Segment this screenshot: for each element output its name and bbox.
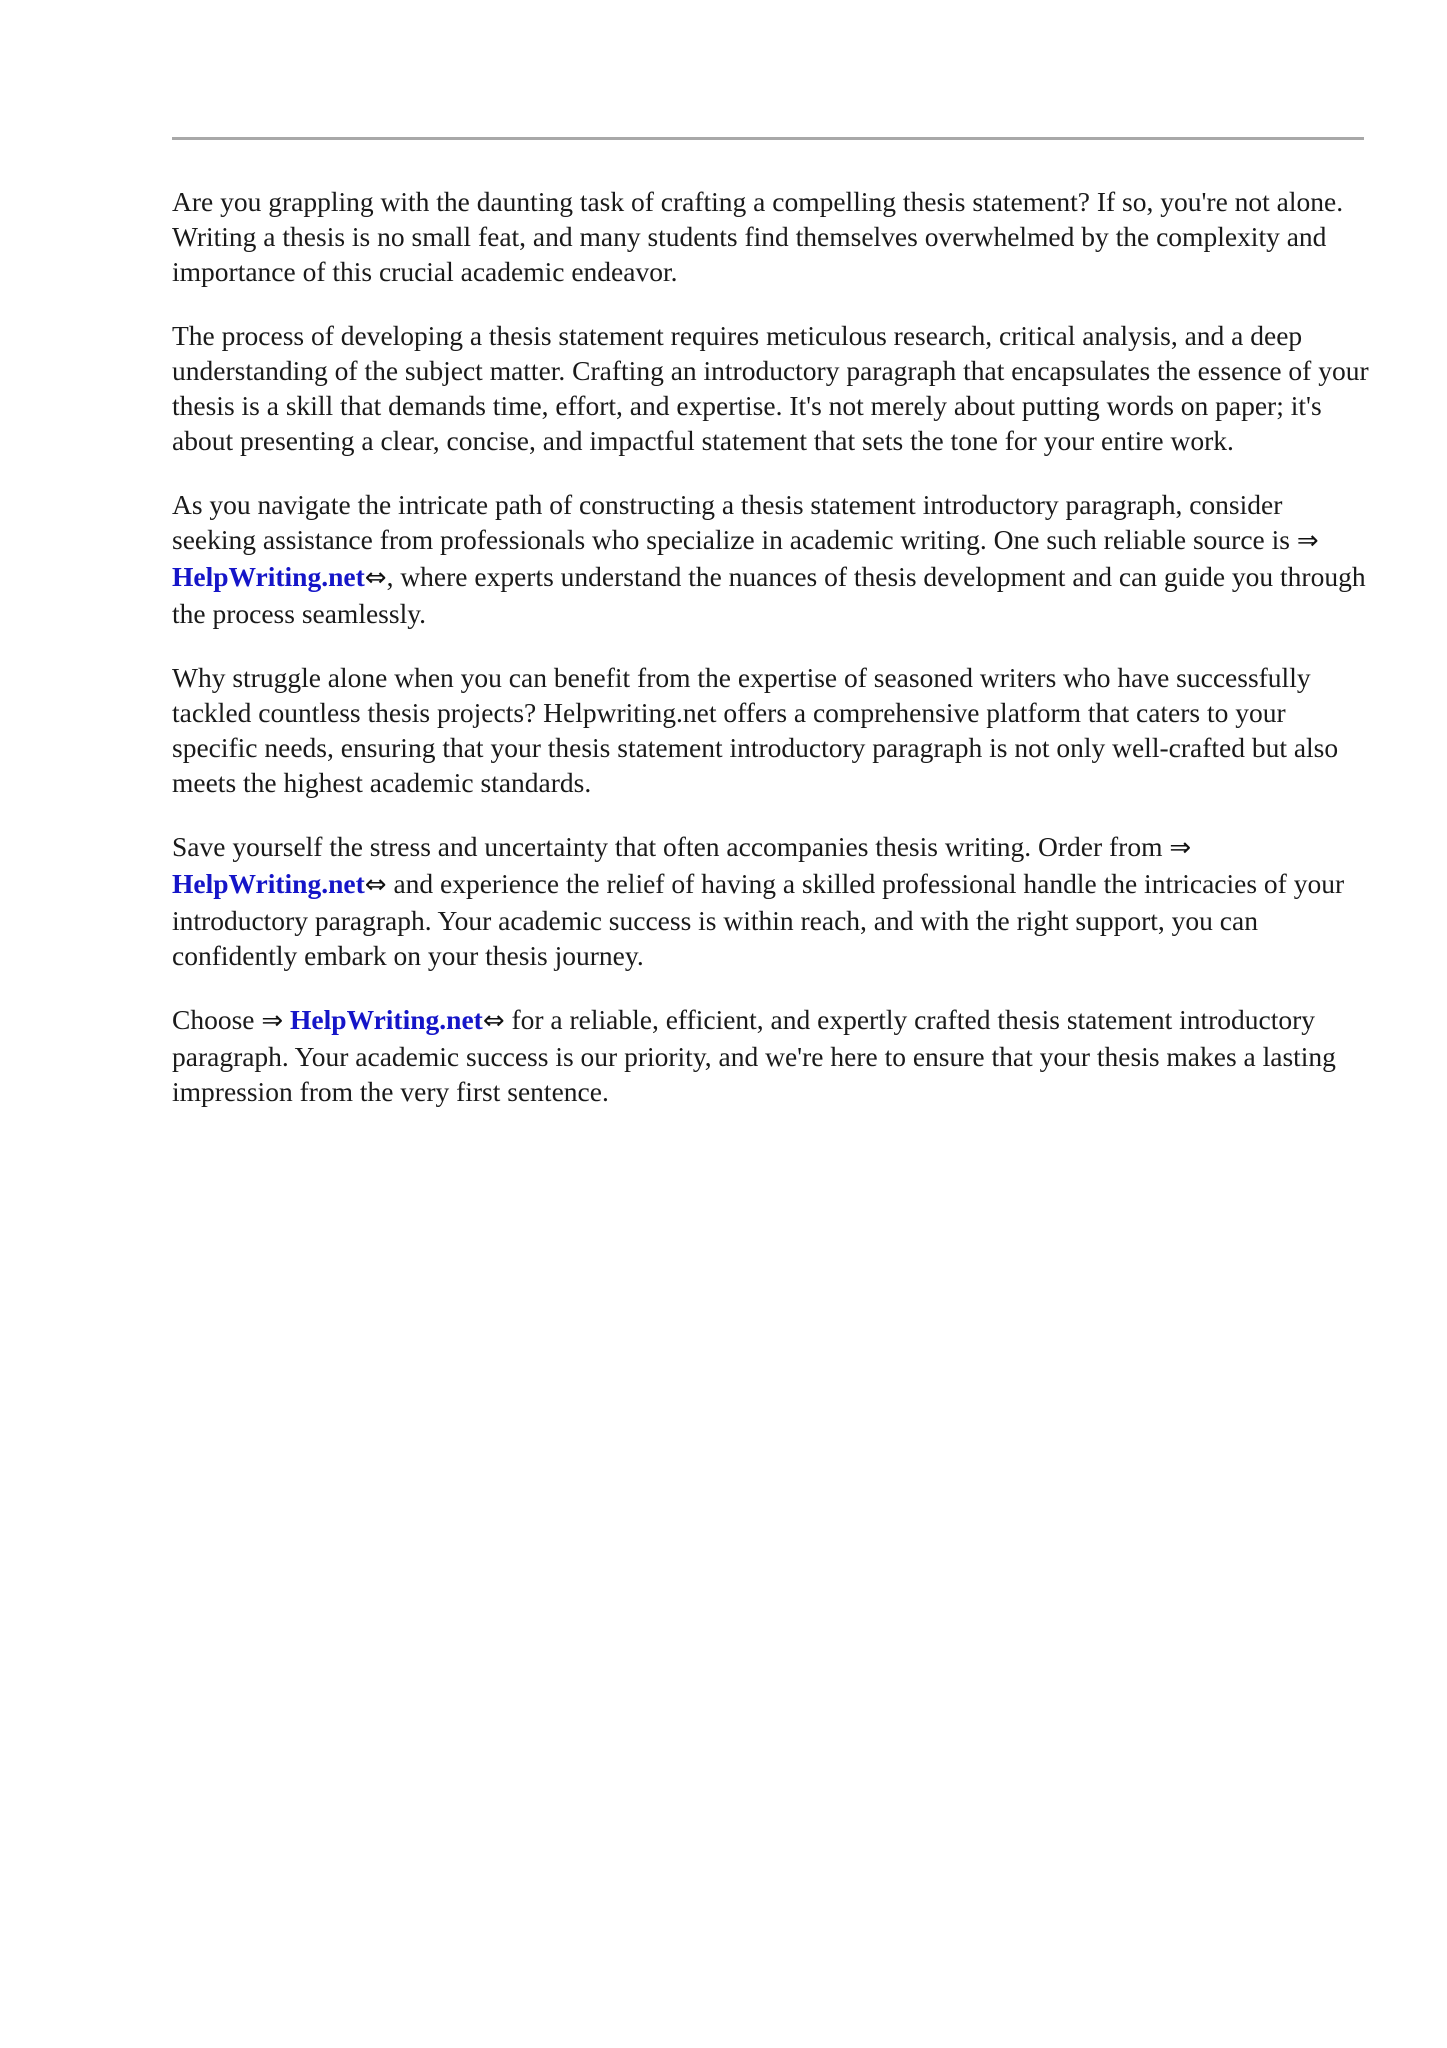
right-double-arrow-icon: ⇒ — [1296, 526, 1319, 556]
paragraph-intro — [172, 184, 1372, 289]
left-right-double-arrow-icon: ⇔ — [364, 563, 387, 593]
right-double-arrow-icon: ⇒ — [261, 1006, 284, 1036]
paragraph-text: and experience the relief of having a skilled professional handle the intricacies of your introductory paragraph. Your academic success is within reach, and with the right support, you can confidently embark on your thesis journey. — [172, 868, 1345, 971]
left-right-double-arrow-icon: ⇔ — [482, 1006, 505, 1036]
paragraph-text: , where experts understand the nuances of thesis development and can guide you through the process seamlessly. — [172, 561, 1366, 629]
helpwriting-link[interactable]: HelpWriting.net — [172, 561, 365, 592]
paragraph-process — [172, 318, 1372, 458]
paragraph-assistance — [172, 487, 1372, 631]
right-double-arrow-icon: ⇒ — [1169, 833, 1192, 863]
paragraph-text: The process of developing a thesis statement requires meticulous research, critical analysis, and a deep understanding of the subject matter. Crafting an introductory paragraph that encapsulates the essence of your thesis is a skill that demands time, effort, and expertise. It's not merely about putting words on paper; it's about presenting a clear, concise, and impactful statement that sets the tone for your entire work. — [172, 320, 1369, 456]
helpwriting-link[interactable]: HelpWriting.net — [172, 868, 365, 899]
paragraph-choose — [172, 1002, 1372, 1109]
paragraph-save-yourself — [172, 829, 1372, 973]
paragraph-text: for a reliable, efficient, and expertly crafted thesis statement introductory paragraph. Your academic success is our priority, and we're here to ensure that your thesis makes a lasting impression from the very first sentence. — [172, 1004, 1336, 1107]
helpwriting-link[interactable]: HelpWriting.net — [290, 1004, 483, 1035]
paragraph-text: Why struggle alone when you can benefit from the expertise of seasoned writers who have successfully tackled countless thesis projects? Helpwriting.net offers a comprehensive platform that caters to your specific needs, ensuring that your thesis statement introductory paragraph is not only well-crafted but also meets the highest academic standards. — [172, 662, 1339, 798]
paragraph-text: Choose — [172, 1004, 262, 1035]
document-body — [172, 184, 1372, 1138]
top-divider — [172, 137, 1364, 140]
paragraph-text: As you navigate the intricate path of constructing a thesis statement introductory paragraph, consider seeking assistance from professionals who specialize in academic writing. One such reliable source is — [172, 489, 1297, 555]
paragraph-text: Are you grappling with the daunting task of crafting a compelling thesis statement? If so, you're not alone. Writing a thesis is no small feat, and many students find themselves overwhelmed by the complexity and importance of this crucial academic endeavor. — [172, 186, 1344, 287]
left-right-double-arrow-icon: ⇔ — [364, 870, 387, 900]
paragraph-text: Save yourself the stress and uncertainty that often accompanies thesis writing. Order from — [172, 831, 1170, 862]
paragraph-why-struggle — [172, 660, 1372, 800]
